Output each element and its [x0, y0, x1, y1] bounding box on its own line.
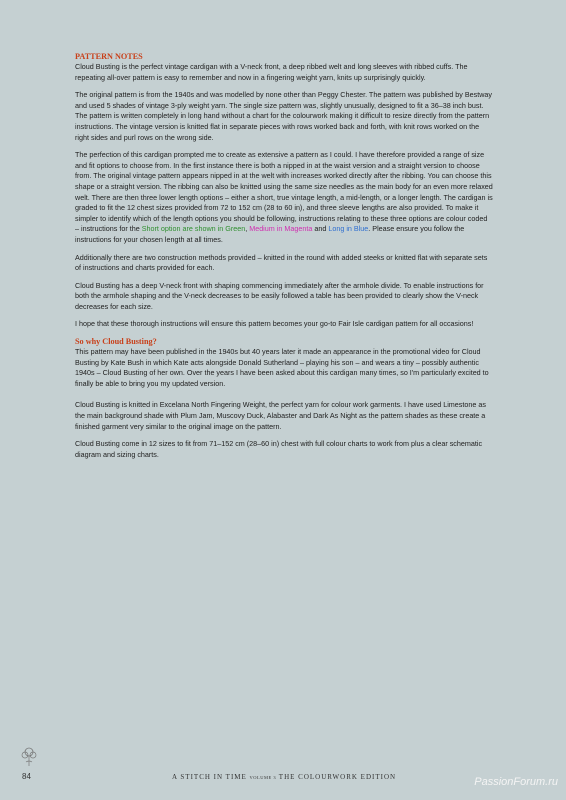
why-paragraph-3: Cloud Busting come in 12 sizes to fit from 71–152 cm (28–60 in) chest with full colour charts to work from plus a clear schematic diagram and sizing charts. — [75, 439, 483, 459]
running-header — [172, 773, 396, 781]
medium-option-text: Medium in Magenta — [249, 224, 313, 234]
notes-paragraph-4: Additionally there are two construction methods provided – knitted in the round with added steeks or knitted flat with separate sets of instructions and charts provided for each. — [75, 252, 488, 273]
page-number: 84 — [22, 772, 31, 781]
watermark: PassionForum.ru — [474, 776, 558, 788]
book-title: A STITCH IN TIME — [172, 773, 247, 781]
notes-paragraph-3 — [75, 150, 493, 245]
long-option-text: Long in Blue — [328, 224, 369, 234]
volume-label: VOLUME 3 — [249, 775, 277, 780]
page-content — [75, 52, 493, 467]
why-paragraph-2: Cloud Busting is knitted in Excelana North Fingering Weight, the perfect yarn for colour work garments. I have used Limestone as the main background shade with Plum Jam, Muscovy Duck, Alabaster and Dark As Night as the pattern shades as these create a finished garment very similar to the original image on the pattern. — [75, 400, 486, 431]
and-text: and — [312, 224, 329, 234]
pattern-notes-heading: PATTERN NOTES — [75, 52, 143, 61]
flower-logo-icon — [19, 746, 39, 768]
notes-paragraph-1: Cloud Busting is the perfect vintage cardigan with a V-neck front, a deep ribbed welt and long sleeves with ribbed cuffs. The repeating all-over pattern is easy to remember and now in a fingering weight yarn, knits up surprisingly quickly. — [75, 62, 468, 82]
why-heading: So why Cloud Busting? — [75, 337, 157, 347]
notes-paragraph-6: I hope that these thorough instructions will ensure this pattern becomes your go-to Fair Isle cardigan pattern for all occasions! — [75, 319, 474, 329]
notes-p3-text-a: The perfection of this cardigan prompted me to create as extensive a pattern as I could. I have therefore provided a range of size and fit options to choose from. In the first instance there is both a nipped in at the waist version and a straight version to choose from. The original vintage pattern appears nipped in at the welt with increases worked directly after the ribbing. You can choose this shape or a straight version. The ribbing can also be knitted using the same size needles as the main body for an even more relaxed welt. There are then three lower length options – either a short, true vintage length, a mid-length, or a longer length. The cardigan is graded to fit the 12 chest sizes provided from 72 to 152 cm (28 to 60 in), and three sleeve lengths are also provided. To make it simpler to identify which of the length options you should be following, instructions relating to these three options are colour coded – instructions for the — [75, 150, 493, 234]
notes-paragraph-2: The original pattern is from the 1940s and was modelled by none other than Peggy Chester. The pattern was published by Bestway and used 5 shades of vintage 3-ply weight yarn. The single size pattern was, slightly unusually, designed to fit a 36–38 inch bust. The pattern is written completely in long hand without a chart for the colourwork making it difficult to resize directly from the pattern instructions. The vintage version is knitted flat in separate pieces with rows worked back and forth, with knit rows worked on the right sides and purl rows on the wrong side. — [75, 90, 492, 142]
why-paragraph-1: This pattern may have been published in the 1940s but 40 years later it made an appearance in the promotional video for Cloud Busting by Kate Bush in which Kate acts alongside Donald Sutherland – playing his son – and wears a tiny – possibly authentic 1940s – Cloud Busting of her own. Over the years I have been asked about this cardigan many times, so I'm particularly excited to finally be able to bring you my updated version. — [75, 347, 489, 388]
notes-paragraph-5: Cloud Busting has a deep V-neck front with shaping commencing immediately after the armhole divide. To enable instructions for both the armhole shaping and the V-neck decreases to be easily followed a table has been provided to clearly show the V-neck decreases for each size. — [75, 280, 484, 311]
edition-label: THE COLOURWORK EDITION — [278, 773, 397, 781]
short-option-text: Short option are shown in Green — [141, 224, 246, 234]
comma-text: , — [245, 224, 250, 234]
notes-p3-text-b: . Please ensure you follow the instructions for your chosen length at all times. — [75, 224, 465, 244]
